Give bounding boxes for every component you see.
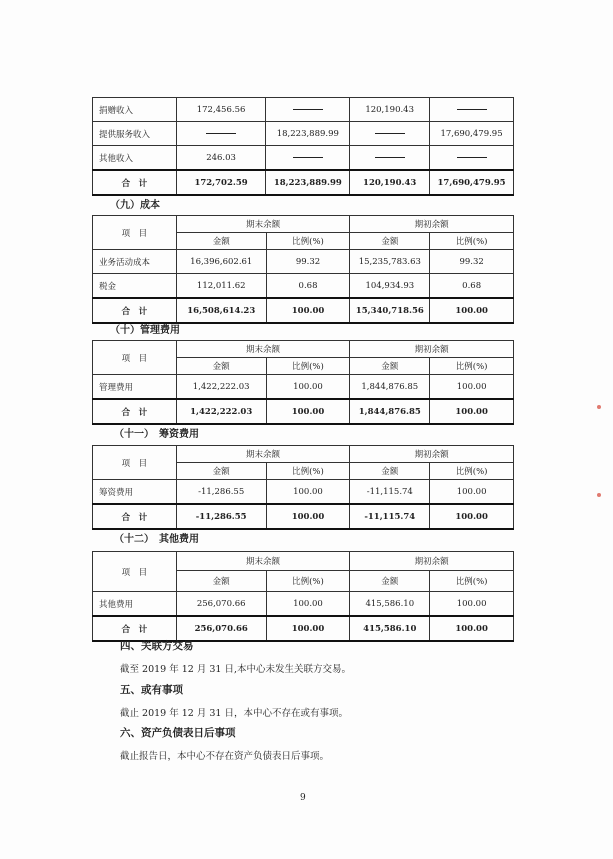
table-row	[93, 122, 514, 146]
cell: 120,190.43	[350, 170, 430, 195]
table-row	[93, 98, 514, 122]
cell: 15,235,783.63	[350, 250, 430, 274]
cell: 100.00	[266, 480, 350, 505]
section-heading-fundraising: （十一） 筹资费用	[114, 429, 199, 440]
total-label: 合 计	[93, 616, 177, 641]
table-header-row	[93, 446, 514, 463]
cell: 100.00	[266, 375, 350, 400]
section-heading-cost: （九）成本	[110, 200, 160, 211]
cell: 99.32	[266, 250, 350, 274]
cell: 104,934.93	[350, 274, 430, 299]
total-label: 合 计	[93, 298, 177, 323]
total-row	[93, 399, 514, 424]
header-amount: 金额	[176, 463, 266, 480]
table-header-row	[93, 341, 514, 358]
cell: 100.00	[266, 298, 350, 323]
cell	[350, 122, 430, 146]
dash-mark	[375, 157, 405, 158]
cell: 120,190.43	[350, 98, 430, 122]
cell: 17,690,479.95	[430, 122, 514, 146]
cell: 1,422,222.03	[176, 375, 266, 400]
paragraph-related-party: 截至 2019 年 12 月 31 日,本中心未发生关联方交易。	[120, 664, 351, 675]
row-item: 其他费用	[93, 592, 177, 617]
header-begin-balance: 期初余额	[350, 216, 514, 233]
row-item: 业务活动成本	[93, 250, 177, 274]
cell	[430, 98, 514, 122]
total-row	[93, 298, 514, 323]
cell: 16,396,602.61	[176, 250, 266, 274]
cell	[350, 146, 430, 171]
cell: 100.00	[430, 480, 514, 505]
header-end-balance: 期末余额	[176, 446, 350, 463]
page-number: 9	[300, 793, 306, 803]
header-begin-balance: 期初余额	[350, 552, 514, 571]
header-ratio: 比例(%)	[430, 233, 514, 250]
section-heading-admin: （十）管理费用	[110, 325, 180, 336]
section-title-subsequent-events: 六、资产负债表日后事项	[120, 727, 236, 739]
cell: 100.00	[430, 504, 514, 529]
total-row	[93, 504, 514, 529]
cell	[266, 98, 350, 122]
cell: 100.00	[266, 616, 350, 641]
total-label: 合 计	[93, 170, 177, 195]
header-item: 项 目	[93, 341, 177, 375]
header-ratio: 比例(%)	[266, 571, 350, 592]
dash-mark	[375, 133, 405, 134]
header-ratio: 比例(%)	[266, 358, 350, 375]
cell: 256,070.66	[176, 616, 266, 641]
cell: 99.32	[430, 250, 514, 274]
header-ratio: 比例(%)	[266, 463, 350, 480]
cell: 415,586.10	[350, 592, 430, 617]
header-amount: 金额	[176, 358, 266, 375]
row-item: 税金	[93, 274, 177, 299]
cell: 100.00	[430, 375, 514, 400]
cell: 246.03	[176, 146, 266, 171]
cell: 100.00	[266, 504, 350, 529]
cell: -11,286.55	[176, 504, 266, 529]
cell: 100.00	[430, 616, 514, 641]
cell: 100.00	[430, 399, 514, 424]
section-title-related-party: 四、关联方交易	[120, 640, 194, 652]
dash-mark	[206, 133, 236, 134]
cell: 0.68	[430, 274, 514, 299]
table-row	[93, 274, 514, 299]
header-item: 项 目	[93, 216, 177, 250]
header-end-balance: 期末余额	[176, 552, 350, 571]
header-amount: 金额	[176, 571, 266, 592]
row-item: 管理费用	[93, 375, 177, 400]
cell: 15,340,718.56	[350, 298, 430, 323]
table-row	[93, 250, 514, 274]
header-begin-balance: 期初余额	[350, 341, 514, 358]
cell: 172,702.59	[176, 170, 266, 195]
total-label: 合 计	[93, 504, 177, 529]
header-ratio: 比例(%)	[266, 233, 350, 250]
table-row	[93, 480, 514, 505]
cell: 17,690,479.95	[430, 170, 514, 195]
cell	[176, 122, 266, 146]
other-expense-table	[92, 551, 514, 642]
dash-mark	[293, 157, 323, 158]
header-end-balance: 期末余额	[176, 216, 350, 233]
cost-table	[92, 215, 514, 324]
paragraph-contingencies: 截止 2019 年 12 月 31 日，本中心不存在或有事项。	[120, 708, 348, 719]
cell: 1,844,876.85	[350, 399, 430, 424]
row-item: 提供服务收入	[93, 122, 177, 146]
table-row	[93, 592, 514, 617]
header-item: 项 目	[93, 446, 177, 480]
row-item: 捐赠收入	[93, 98, 177, 122]
admin-table	[92, 340, 514, 425]
cell: 415,586.10	[350, 616, 430, 641]
cell: -11,115.74	[350, 504, 430, 529]
paragraph-subsequent-events: 截止报告日，本中心不存在资产负债表日后事项。	[120, 751, 330, 762]
cell: -11,286.55	[176, 480, 266, 505]
fundraising-table	[92, 445, 514, 530]
header-amount: 金额	[350, 571, 430, 592]
cell: 100.00	[430, 298, 514, 323]
scan-mark	[597, 405, 601, 409]
table-row	[93, 146, 514, 171]
total-row	[93, 170, 514, 195]
table-row	[93, 375, 514, 400]
header-amount: 金额	[176, 233, 266, 250]
header-amount: 金额	[350, 463, 430, 480]
header-ratio: 比例(%)	[430, 571, 514, 592]
cell: 18,223,889.99	[266, 170, 350, 195]
cell: 172,456.56	[176, 98, 266, 122]
cell: 1,422,222.03	[176, 399, 266, 424]
cell	[266, 146, 350, 171]
table-header-row	[93, 552, 514, 571]
header-end-balance: 期末余额	[176, 341, 350, 358]
row-item: 其他收入	[93, 146, 177, 171]
header-item: 项 目	[93, 552, 177, 592]
header-begin-balance: 期初余额	[350, 446, 514, 463]
row-item: 筹资费用	[93, 480, 177, 505]
section-title-contingencies: 五、或有事项	[120, 684, 183, 696]
dash-mark	[457, 157, 487, 158]
cell: 1,844,876.85	[350, 375, 430, 400]
income-table	[92, 97, 514, 196]
cell: 100.00	[266, 399, 350, 424]
cell	[430, 146, 514, 171]
cell: 100.00	[430, 592, 514, 617]
header-ratio: 比例(%)	[430, 358, 514, 375]
cell: 18,223,889.99	[266, 122, 350, 146]
cell: -11,115.74	[350, 480, 430, 505]
cell: 100.00	[266, 592, 350, 617]
table-header-row	[93, 216, 514, 233]
cell: 256,070.66	[176, 592, 266, 617]
scan-mark	[597, 493, 601, 497]
dash-mark	[293, 109, 323, 110]
total-label: 合 计	[93, 399, 177, 424]
header-amount: 金额	[350, 233, 430, 250]
cell: 16,508,614.23	[176, 298, 266, 323]
header-ratio: 比例(%)	[430, 463, 514, 480]
section-heading-other: （十二） 其他费用	[114, 534, 199, 545]
dash-mark	[457, 109, 487, 110]
cell: 0.68	[266, 274, 350, 299]
header-amount: 金额	[350, 358, 430, 375]
cell: 112,011.62	[176, 274, 266, 299]
